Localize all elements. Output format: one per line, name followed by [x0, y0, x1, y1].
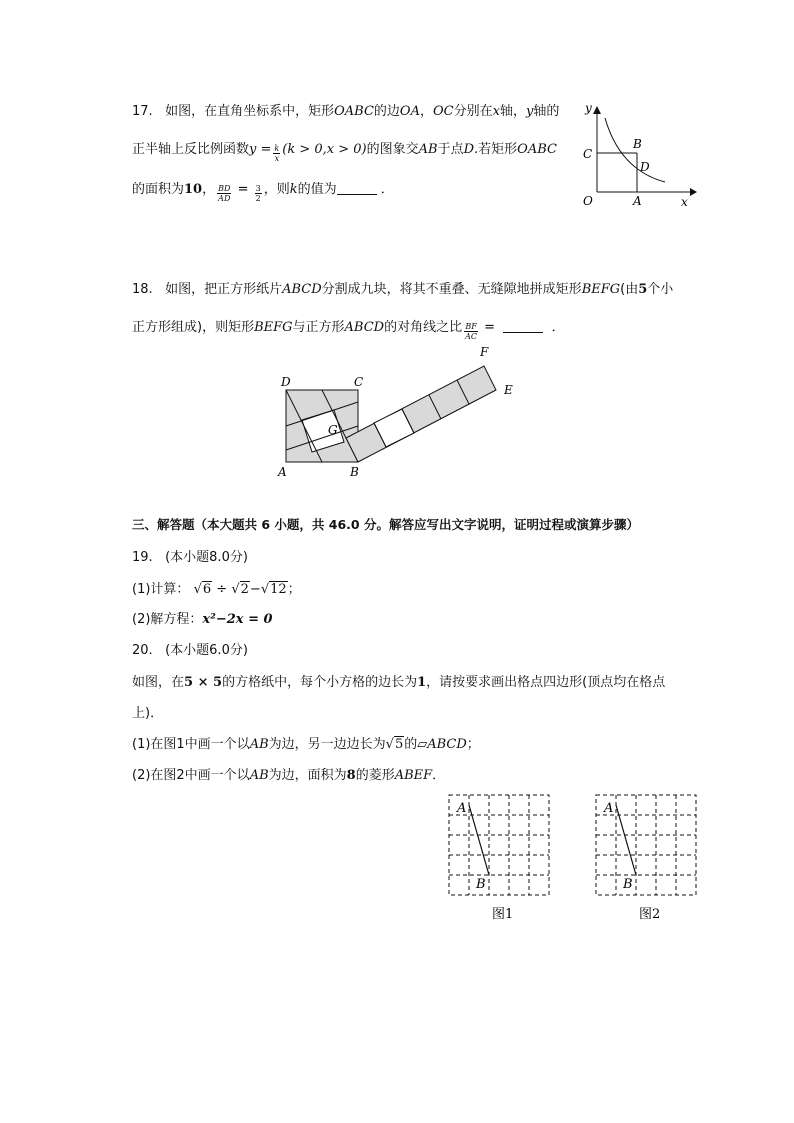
sqrt-2: √2: [231, 582, 249, 597]
label-A: A: [633, 194, 642, 208]
figure-caption: 图1: [492, 907, 514, 922]
q20-figure2: [595, 794, 699, 926]
label-B: B: [623, 877, 633, 892]
label-B: B: [633, 137, 642, 151]
q18-line2: 正方形组成)，则矩形BEFG与正方形ABCD的对角线之比 $\frac{BF}{AC}$ = ．: [132, 320, 565, 341]
score-label: (本小题8.0分): [165, 550, 248, 565]
sqrt-5: √5: [385, 737, 404, 752]
figure-caption: 图2: [639, 907, 661, 922]
q18-figure: [276, 342, 526, 482]
label-G: G: [328, 423, 338, 437]
question-number: 19.: [132, 550, 153, 565]
section-heading: 三、解答题（本大题共 6 小题，共 46.0 分。解答应写出文字说明，证明过程或演算步骤）: [132, 517, 639, 532]
q20-line1: 如图，在5 × 5的方格纸中，每个小方格的边长为1，请按要求画出格点四边形(顶点均在格点: [132, 675, 666, 690]
q20-figure1: [448, 794, 552, 926]
label-B: B: [350, 465, 359, 479]
label-A: A: [457, 801, 467, 816]
sqrt-12: √12: [260, 582, 287, 597]
label-F: F: [480, 345, 489, 359]
sqrt-6: √6: [193, 582, 212, 597]
question-number: 18.: [132, 282, 153, 297]
question-number: 17.: [132, 104, 153, 119]
label-D: D: [281, 375, 291, 389]
q17-line3: 的面积为10， $\frac{BD}{AD}$ = $\frac{3}{2}$ ，则k的值为 ．: [132, 182, 394, 203]
label-E: E: [504, 383, 513, 397]
label-x-axis: x: [681, 195, 688, 209]
fraction-bf-ac: $\frac{BF}{AC}$: [465, 322, 478, 341]
label-y-axis: y: [585, 101, 592, 115]
q18-line1: 18. 如图，把正方形纸片ABCD分割成九块，将其不重叠、无缝隙地拼成矩形BEFG(由5个小: [132, 282, 674, 297]
label-O: O: [583, 194, 593, 208]
fraction-bd-ad: $\frac{BD}{AD}$: [218, 184, 231, 203]
q19-part2: (2)解方程：x²−2x = 0: [132, 612, 273, 627]
q20-header: [132, 641, 248, 661]
q17-line2: 正半轴上反比例函数y = $\frac{k}{x}$ (k > 0,x > 0)的图象交AB于点D.若矩形OABC: [132, 142, 557, 163]
q20-part1: (1)在图1中画一个以AB为边，另一边边长为√5的▱ABCD；: [132, 735, 480, 755]
label-B: B: [476, 877, 486, 892]
label-C: C: [583, 147, 593, 161]
fraction-k-over-x: $\frac{k}{x}$: [274, 144, 280, 163]
q17-figure: [575, 100, 700, 212]
label-C: C: [354, 375, 364, 389]
q17-line1: 17. 如图，在直角坐标系中，矩形OABC的边OA，OC分别在x轴，y轴的: [132, 104, 560, 119]
equation: x²−2x = 0: [202, 612, 273, 627]
question-number: 20.: [132, 643, 153, 658]
answer-blank: [337, 180, 377, 195]
q20-part2: (2)在图2中画一个以AB为边，面积为8的菱形ABEF．: [132, 768, 446, 783]
label-A: A: [278, 465, 287, 479]
label-D: D: [640, 160, 650, 174]
label-A: A: [604, 801, 614, 816]
q19-part1: (1)计算： √6 ÷ √2−√12；: [132, 580, 301, 600]
q20-line2: 上)．: [132, 706, 164, 721]
score-label: (本小题6.0分): [165, 643, 248, 658]
answer-blank: [503, 318, 543, 333]
fraction-3-2: $\frac{3}{2}$: [255, 184, 261, 203]
q19-header: [132, 548, 248, 568]
